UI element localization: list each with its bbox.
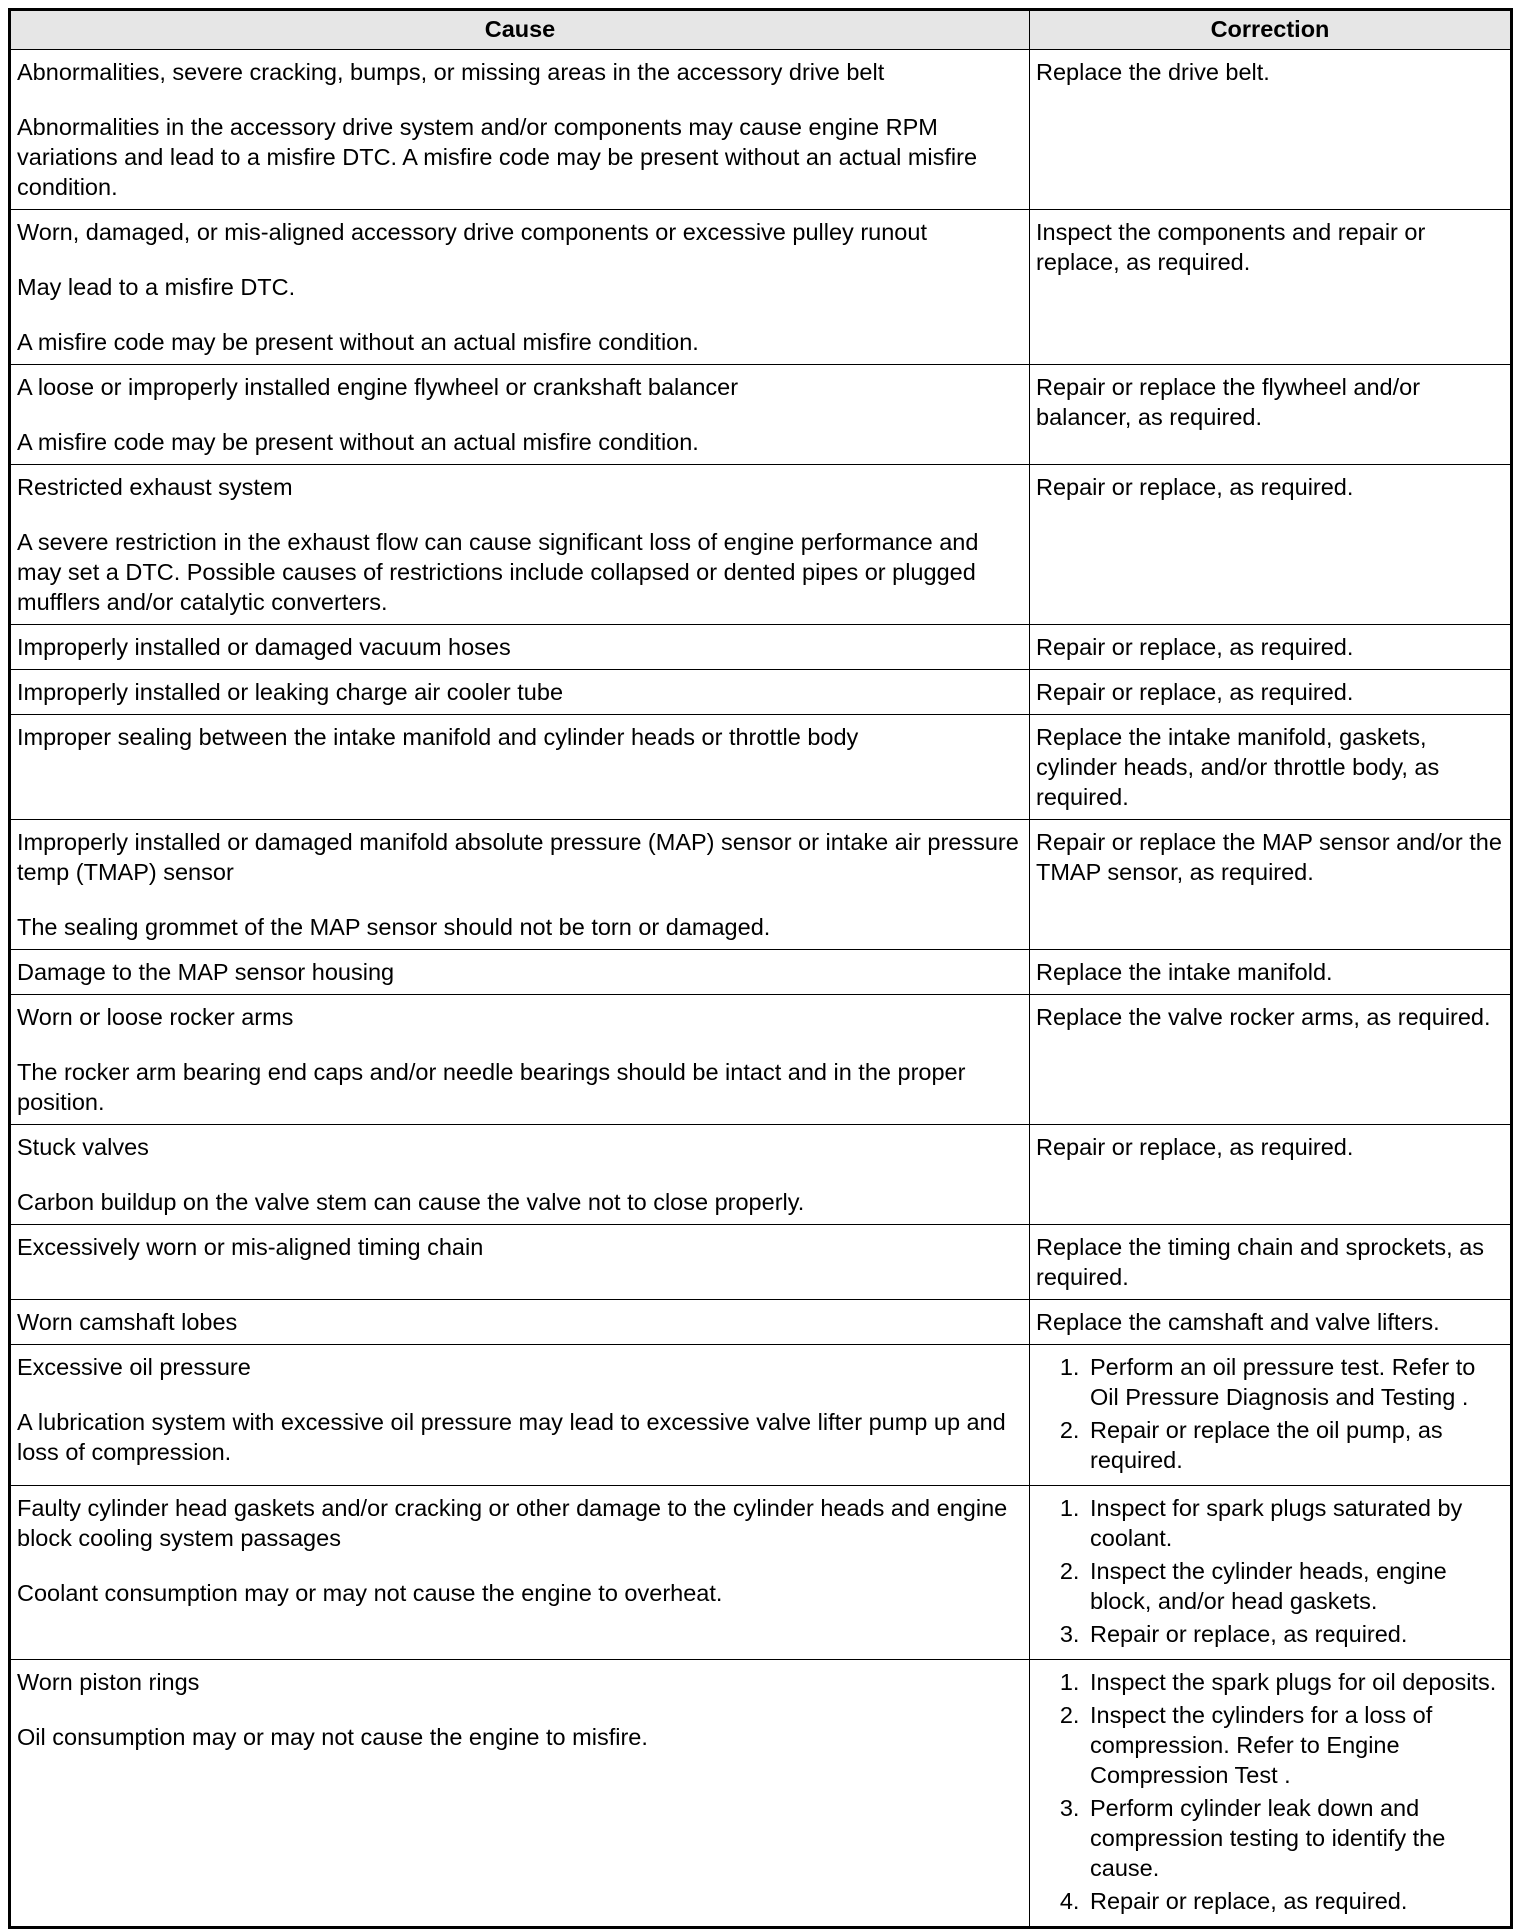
correction-cell [1030,670,1512,715]
cause-note: May lead to a misfire DTC. [17,274,296,300]
cause-cell [10,1225,1030,1300]
cause-title: Abnormalities, severe cracking, bumps, or missing areas in the accessory drive belt [17,59,885,85]
cause-cell [10,50,1030,210]
correction-text: Repair or replace the MAP sensor and/or the TMAP sensor, as required. [1036,829,1502,885]
cause-title: A loose or improperly installed engine flywheel or crankshaft balancer [17,374,739,400]
cause-cell [10,820,1030,950]
table-row [10,995,1512,1125]
table-row [10,715,1512,820]
table-row [10,1345,1512,1486]
correction-text: Replace the intake manifold. [1036,959,1333,985]
cause-note: Coolant consumption may or may not cause the engine to overheat. [17,1580,723,1606]
correction-cell [1030,1300,1512,1345]
cause-column-header: Cause [10,10,1030,50]
cause-note: The sealing grommet of the MAP sensor should not be torn or damaged. [17,914,771,940]
correction-step: 2. Inspect the cylinder heads, engine block, and/or head gaskets. [1086,1556,1504,1616]
correction-cell [1030,1660,1512,1928]
correction-cell [1030,1225,1512,1300]
correction-step: 1. Inspect the spark plugs for oil deposits. [1086,1667,1504,1697]
cause-cell [10,1125,1030,1225]
correction-step: 2. Inspect the cylinders for a loss of compression. Refer to Engine Compression Test . [1086,1700,1504,1790]
correction-text: Repair or replace, as required. [1036,1134,1354,1160]
correction-text: Repair or replace the flywheel and/or balancer, as required. [1036,374,1421,430]
cause-title: Improperly installed or leaking charge air cooler tube [17,679,564,705]
correction-steps-list [1036,1667,1504,1916]
cause-note: Oil consumption may or may not cause the engine to misfire. [17,1724,648,1750]
correction-cell [1030,1486,1512,1660]
correction-step: 3. Repair or replace, as required. [1086,1619,1504,1649]
cause-note: The rocker arm bearing end caps and/or needle bearings should be intact and in the proper position. [17,1059,966,1115]
table-row [10,50,1512,210]
correction-cell [1030,820,1512,950]
correction-text: Replace the timing chain and sprockets, as required. [1036,1234,1485,1290]
cause-cell [10,1345,1030,1486]
cause-title: Worn or loose rocker arms [17,1004,294,1030]
correction-steps-list [1036,1352,1504,1475]
correction-cell [1030,625,1512,670]
cause-title: Improperly installed or damaged vacuum hoses [17,634,511,660]
correction-cell [1030,715,1512,820]
table-row [10,1300,1512,1345]
table-row [10,365,1512,465]
correction-steps-list [1036,1493,1504,1649]
cause-note: A lubrication system with excessive oil pressure may lead to excessive valve lifter pump up and loss of compression. [17,1409,1006,1465]
cause-cell [10,995,1030,1125]
table-row [10,1125,1512,1225]
table-row [10,670,1512,715]
correction-text: Repair or replace, as required. [1036,679,1354,705]
correction-step: 3. Perform cylinder leak down and compression testing to identify the cause. [1086,1793,1504,1883]
cause-note: A misfire code may be present without an actual misfire condition. [17,329,699,355]
cause-title: Stuck valves [17,1134,149,1160]
cause-cell [10,1300,1030,1345]
cause-title: Improper sealing between the intake manifold and cylinder heads or throttle body [17,724,859,750]
correction-text: Replace the valve rocker arms, as required. [1036,1004,1491,1030]
cause-cell [10,1660,1030,1928]
cause-title: Excessively worn or mis-aligned timing chain [17,1234,484,1260]
cause-title: Improperly installed or damaged manifold absolute pressure (MAP) sensor or intake air pressure temp (TMAP) sensor [17,829,1019,885]
table-row [10,625,1512,670]
correction-cell [1030,995,1512,1125]
table-body [10,50,1512,1928]
cause-cell [10,625,1030,670]
correction-text: Repair or replace, as required. [1036,634,1354,660]
cause-cell [10,670,1030,715]
correction-cell [1030,950,1512,995]
cause-note: Carbon buildup on the valve stem can cause the valve not to close properly. [17,1189,805,1215]
correction-cell [1030,210,1512,365]
cause-title: Worn camshaft lobes [17,1309,238,1335]
correction-cell [1030,1125,1512,1225]
cause-title: Excessive oil pressure [17,1354,251,1380]
diagnostic-sheet [8,8,1510,1929]
table-row [10,1225,1512,1300]
cause-title: Faulty cylinder head gaskets and/or cracking or other damage to the cylinder heads and engine block cooling system passages [17,1495,1008,1551]
cause-note: A severe restriction in the exhaust flow can cause significant loss of engine performance and may set a DTC. Possible causes of restrictions include collapsed or dented pipes or plugged mufflers and/or catalytic converters. [17,529,979,615]
correction-step: 2. Repair or replace the oil pump, as required. [1086,1415,1504,1475]
cause-cell [10,210,1030,365]
table-row [10,1486,1512,1660]
cause-title: Worn, damaged, or mis-aligned accessory drive components or excessive pulley runout [17,219,927,245]
correction-text: Replace the camshaft and valve lifters. [1036,1309,1440,1335]
correction-column-header: Correction [1030,10,1512,50]
correction-step: 1. Inspect for spark plugs saturated by coolant. [1086,1493,1504,1553]
table-row [10,950,1512,995]
table-row [10,820,1512,950]
correction-cell [1030,465,1512,625]
cause-cell [10,715,1030,820]
cause-cell [10,365,1030,465]
table-row [10,1660,1512,1928]
correction-step: 4. Repair or replace, as required. [1086,1886,1504,1916]
cause-cell [10,950,1030,995]
cause-title: Restricted exhaust system [17,474,293,500]
correction-text: Inspect the components and repair or replace, as required. [1036,219,1426,275]
table-row [10,465,1512,625]
cause-title: Worn piston rings [17,1669,200,1695]
table-row [10,210,1512,365]
cause-correction-table [8,8,1513,1929]
cause-cell [10,1486,1030,1660]
correction-cell [1030,1345,1512,1486]
correction-text: Replace the intake manifold, gaskets, cylinder heads, and/or throttle body, as required. [1036,724,1440,810]
correction-text: Replace the drive belt. [1036,59,1270,85]
cause-title: Damage to the MAP sensor housing [17,959,395,985]
cause-cell [10,465,1030,625]
correction-step: 1. Perform an oil pressure test. Refer to Oil Pressure Diagnosis and Testing . [1086,1352,1504,1412]
correction-text: Repair or replace, as required. [1036,474,1354,500]
cause-note: Abnormalities in the accessory drive system and/or components may cause engine RPM variations and lead to a misfire DTC. A misfire code may be present without an actual misfire condition. [17,114,978,200]
correction-cell [1030,50,1512,210]
correction-cell [1030,365,1512,465]
table-header-row [10,10,1512,50]
cause-note: A misfire code may be present without an actual misfire condition. [17,429,699,455]
